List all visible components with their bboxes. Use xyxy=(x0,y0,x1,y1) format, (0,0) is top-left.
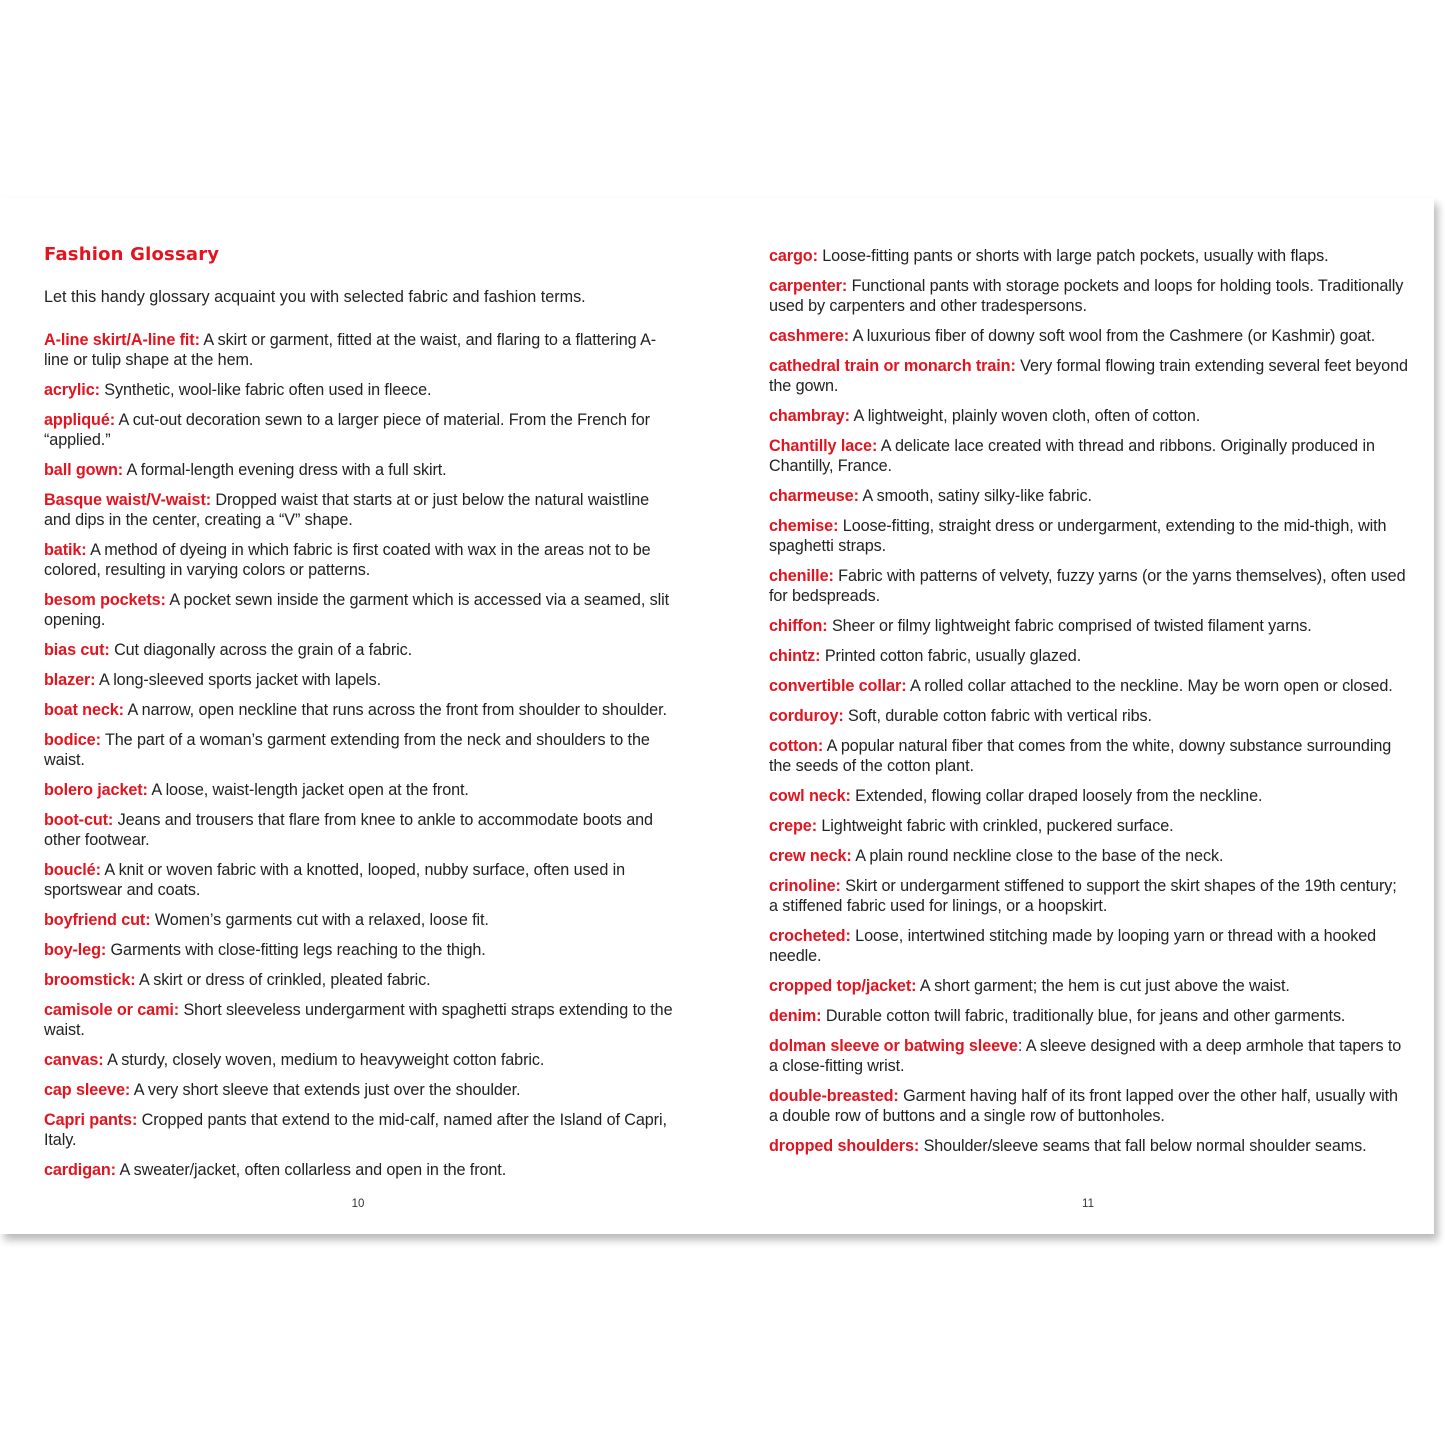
glossary-term: boat neck: xyxy=(44,701,124,719)
glossary-definition: A lightweight, plainly woven cloth, often of cotton. xyxy=(849,407,1201,425)
glossary-entry xyxy=(44,810,674,850)
glossary-term: A-line skirt/A-line fit: xyxy=(44,331,200,349)
glossary-term: cotton: xyxy=(769,737,824,755)
glossary-entry xyxy=(44,330,674,370)
glossary-term: bouclé: xyxy=(44,861,101,879)
glossary-term: double-breasted: xyxy=(769,1087,899,1105)
glossary-term: Basque waist/V-waist: xyxy=(44,491,212,509)
glossary-definition: Shoulder/sleeve seams that fall below normal shoulder seams. xyxy=(919,1137,1367,1155)
glossary-entry xyxy=(769,1036,1409,1076)
glossary-definition: Extended, flowing collar draped loosely from the neckline. xyxy=(850,787,1263,805)
glossary-definition: A sweater/jacket, often collarless and open in the front. xyxy=(115,1161,507,1179)
glossary-entry xyxy=(44,410,674,450)
glossary-entry xyxy=(44,1050,674,1070)
glossary-term: dropped shoulders: xyxy=(769,1137,920,1155)
glossary-term: chemise: xyxy=(769,517,839,535)
glossary-entry xyxy=(769,816,1409,836)
page-number-left: 10 xyxy=(351,1198,365,1210)
glossary-definition: A narrow, open neckline that runs across the front from shoulder to shoulder. xyxy=(123,701,667,719)
glossary-definition: Loose-fitting, straight dress or undergarment, extending to the mid-thigh, with spaghetti straps. xyxy=(769,517,1387,555)
glossary-entry xyxy=(44,1110,674,1150)
intro-text: Let this handy glossary acquaint you with selected fabric and fashion terms. xyxy=(44,288,586,306)
glossary-entry xyxy=(44,860,674,900)
glossary-entry xyxy=(769,276,1409,316)
glossary-definition: Fabric with patterns of velvety, fuzzy yarns (or the yarns themselves), often used for bedspreads. xyxy=(769,567,1406,605)
glossary-term: boyfriend cut: xyxy=(44,911,151,929)
glossary-definition: A cut-out decoration sewn to a larger piece of material. From the French for “applied.” xyxy=(44,411,650,449)
glossary-definition: A method of dyeing in which fabric is first coated with wax in the areas not to be colored, resulting in varying colors or patterns. xyxy=(44,541,651,579)
glossary-term: crinoline: xyxy=(769,877,841,895)
glossary-term: charmeuse: xyxy=(769,487,859,505)
glossary-list-right xyxy=(769,246,1409,1166)
glossary-entry xyxy=(44,540,674,580)
glossary-definition: Functional pants with storage pockets and loops for holding tools. Traditionally used by carpenters and other tradespersons. xyxy=(769,277,1404,315)
glossary-entry xyxy=(769,486,1409,506)
glossary-term: carpenter: xyxy=(769,277,848,295)
glossary-definition: A luxurious fiber of downy soft wool from the Cashmere (or Kashmir) goat. xyxy=(849,327,1376,345)
glossary-list-left xyxy=(44,330,674,1190)
glossary-definition: Loose, intertwined stitching made by looping yarn or thread with a hooked needle. xyxy=(769,927,1377,965)
glossary-entry xyxy=(44,1160,674,1180)
glossary-term: broomstick: xyxy=(44,971,136,989)
glossary-term: bolero jacket: xyxy=(44,781,148,799)
glossary-definition: A knit or woven fabric with a knotted, looped, nubby surface, often used in sportswear and coats. xyxy=(44,861,626,899)
glossary-entry xyxy=(769,646,1409,666)
glossary-definition: Lightweight fabric with crinkled, puckered surface. xyxy=(817,817,1174,835)
glossary-definition: Garment having half of its front lapped over the other half, usually with a double row of buttons and a single row of buttonholes. xyxy=(769,1087,1398,1125)
left-page xyxy=(0,198,717,1234)
glossary-definition: A short garment; the hem is cut just above the waist. xyxy=(916,977,1290,995)
glossary-term: cardigan: xyxy=(44,1161,116,1179)
glossary-entry xyxy=(44,670,674,690)
glossary-entry xyxy=(44,910,674,930)
glossary-entry xyxy=(44,970,674,990)
glossary-entry xyxy=(44,700,674,720)
glossary-entry xyxy=(769,706,1409,726)
glossary-entry xyxy=(769,736,1409,776)
glossary-term: besom pockets: xyxy=(44,591,166,609)
glossary-term: boot-cut: xyxy=(44,811,114,829)
glossary-term: boy-leg: xyxy=(44,941,107,959)
glossary-definition: A very short sleeve that extends just over the shoulder. xyxy=(130,1081,521,1099)
glossary-definition: Dropped waist that starts at or just below the natural waistline and dips in the center, creating a “V” shape. xyxy=(44,491,650,529)
glossary-term: denim: xyxy=(769,1007,822,1025)
glossary-entry xyxy=(769,926,1409,966)
glossary-term: blazer: xyxy=(44,671,96,689)
glossary-entry xyxy=(44,1000,674,1040)
glossary-entry xyxy=(769,1136,1409,1156)
glossary-definition: Printed cotton fabric, usually glazed. xyxy=(820,647,1082,665)
glossary-definition: A skirt or garment, fitted at the waist, and flaring to a flattering A-line or tulip shape at the hem. xyxy=(44,331,657,369)
glossary-term: chintz: xyxy=(769,647,821,665)
glossary-definition: Very formal flowing train extending several feet beyond the gown. xyxy=(769,357,1408,395)
glossary-term: dolman sleeve or batwing sleeve xyxy=(769,1037,1018,1055)
glossary-definition: Short sleeveless undergarment with spaghetti straps extending to the waist. xyxy=(44,1001,673,1039)
glossary-term: cropped top/jacket: xyxy=(769,977,917,995)
glossary-definition: A skirt or dress of crinkled, pleated fabric. xyxy=(135,971,431,989)
glossary-entry xyxy=(769,1086,1409,1126)
glossary-term: crocheted: xyxy=(769,927,851,945)
glossary-entry xyxy=(769,326,1409,346)
glossary-term: crepe: xyxy=(769,817,817,835)
glossary-entry xyxy=(769,436,1409,476)
glossary-entry xyxy=(44,730,674,770)
glossary-definition: Sheer or filmy lightweight fabric comprised of twisted filament yarns. xyxy=(827,617,1312,635)
glossary-term: ball gown: xyxy=(44,461,124,479)
glossary-definition: Garments with close-fitting legs reaching to the thigh. xyxy=(106,941,486,959)
glossary-term: cashmere: xyxy=(769,327,850,345)
glossary-entry xyxy=(44,780,674,800)
glossary-term: Chantilly lace: xyxy=(769,437,878,455)
glossary-entry xyxy=(769,566,1409,606)
glossary-definition: Skirt or undergarment stiffened to support the skirt shapes of the 19th century; a stiffened fabric used for linings, or a hoopskirt. xyxy=(769,877,1397,915)
glossary-entry xyxy=(44,1080,674,1100)
glossary-term: Capri pants: xyxy=(44,1111,138,1129)
glossary-definition: A loose, waist-length jacket open at the front. xyxy=(147,781,469,799)
glossary-term: crew neck: xyxy=(769,847,852,865)
glossary-definition: A pocket sewn inside the garment which is accessed via a seamed, slit opening. xyxy=(44,591,670,629)
glossary-entry xyxy=(44,490,674,530)
glossary-term: appliqué: xyxy=(44,411,116,429)
glossary-entry xyxy=(44,940,674,960)
glossary-definition: Durable cotton twill fabric, traditionally blue, for jeans and other garments. xyxy=(821,1007,1346,1025)
glossary-entry xyxy=(769,876,1409,916)
glossary-term: cathedral train or monarch train: xyxy=(769,357,1016,375)
glossary-entry xyxy=(769,406,1409,426)
glossary-definition: Loose-fitting pants or shorts with large patch pockets, usually with flaps. xyxy=(817,247,1329,265)
glossary-definition: A smooth, satiny silky-like fabric. xyxy=(858,487,1092,505)
glossary-term: bodice: xyxy=(44,731,101,749)
glossary-term: corduroy: xyxy=(769,707,844,725)
page-number-right: 11 xyxy=(1082,1198,1094,1210)
glossary-definition: A formal-length evening dress with a full skirt. xyxy=(123,461,447,479)
glossary-term: bias cut: xyxy=(44,641,110,659)
glossary-definition: Synthetic, wool-like fabric often used in fleece. xyxy=(99,381,432,399)
glossary-entry xyxy=(44,640,674,660)
glossary-definition: A long-sleeved sports jacket with lapels. xyxy=(95,671,382,689)
glossary-term: batik: xyxy=(44,541,87,559)
glossary-definition: A delicate lace created with thread and ribbons. Originally produced in Chantilly, France. xyxy=(769,437,1375,475)
glossary-term: chenille: xyxy=(769,567,834,585)
glossary-definition: : A sleeve designed with a deep armhole that tapers to a close-fitting wrist. xyxy=(769,1037,1402,1075)
glossary-entry xyxy=(769,846,1409,866)
glossary-term: camisole or cami: xyxy=(44,1001,180,1019)
glossary-term: acrylic: xyxy=(44,381,100,399)
glossary-entry xyxy=(44,590,674,630)
glossary-entry xyxy=(769,976,1409,996)
book-spread xyxy=(0,198,1434,1234)
glossary-definition: Soft, durable cotton fabric with vertical ribs. xyxy=(843,707,1152,725)
glossary-entry xyxy=(769,356,1409,396)
glossary-term: chambray: xyxy=(769,407,850,425)
glossary-definition: A plain round neckline close to the base of the neck. xyxy=(851,847,1224,865)
glossary-entry xyxy=(769,616,1409,636)
glossary-definition: A rolled collar attached to the neckline. May be worn open or closed. xyxy=(906,677,1393,695)
glossary-entry xyxy=(44,380,674,400)
glossary-definition: Cut diagonally across the grain of a fabric. xyxy=(109,641,412,659)
glossary-term: convertible collar: xyxy=(769,677,907,695)
glossary-entry xyxy=(769,676,1409,696)
glossary-term: cargo: xyxy=(769,247,818,265)
page-title: Fashion Glossary xyxy=(44,244,220,265)
glossary-definition: Women’s garments cut with a relaxed, loose fit. xyxy=(150,911,489,929)
glossary-term: chiffon: xyxy=(769,617,828,635)
right-page xyxy=(717,198,1434,1234)
glossary-definition: Cropped pants that extend to the mid-calf, named after the Island of Capri, Italy. xyxy=(44,1111,667,1149)
glossary-term: cap sleeve: xyxy=(44,1081,131,1099)
glossary-entry xyxy=(769,246,1409,266)
glossary-definition: A sturdy, closely woven, medium to heavyweight cotton fabric. xyxy=(103,1051,545,1069)
glossary-entry xyxy=(769,516,1409,556)
glossary-definition: The part of a woman’s garment extending from the neck and shoulders to the waist. xyxy=(44,731,650,769)
glossary-entry xyxy=(769,1006,1409,1026)
glossary-definition: Jeans and trousers that flare from knee to ankle to accommodate boots and other footwear. xyxy=(44,811,653,849)
glossary-definition: A popular natural fiber that comes from the white, downy substance surrounding the seeds of the cotton plant. xyxy=(769,737,1392,775)
glossary-entry xyxy=(44,460,674,480)
glossary-term: cowl neck: xyxy=(769,787,851,805)
glossary-term: canvas: xyxy=(44,1051,104,1069)
glossary-entry xyxy=(769,786,1409,806)
